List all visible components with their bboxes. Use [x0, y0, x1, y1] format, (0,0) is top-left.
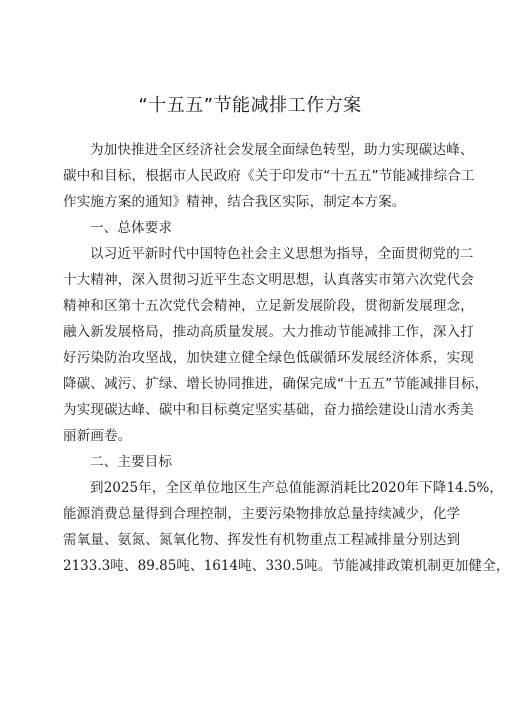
- nox-reduction-value: 1614: [203, 558, 239, 574]
- intro-line-2: 碳中和目标，根据市人民政府《关于印发市“十五五”节能减排综合工: [63, 168, 475, 184]
- section-2-line-4: [63, 553, 510, 579]
- section-2-line-1-part-1: 到: [90, 480, 104, 496]
- section-2-line-1-part-3: 年下降: [405, 480, 447, 496]
- cod-reduction-value: 2133.3: [63, 558, 111, 574]
- section-1-line-1: 以习近平新时代中国特色社会主义思想为指导，全面贯彻党的二: [90, 246, 474, 262]
- section-1-paragraph: [63, 241, 489, 449]
- ammonia-unit: 吨、: [176, 558, 204, 574]
- document-title: “十五五”节能减排工作方案: [138, 95, 362, 116]
- nox-unit: 吨、: [238, 558, 266, 574]
- cod-unit: 吨、: [110, 558, 138, 574]
- target-year: 2025: [103, 480, 139, 496]
- intro-paragraph: [63, 137, 475, 215]
- section-2-line-3: 需氧量、氨氮、氮氧化物、挥发性有机物重点工程减排量分别达到: [63, 532, 461, 548]
- section-1-line-3: 精神和区第十五次党代会精神，立足新发展阶段，贯彻新发展理念，: [63, 298, 474, 314]
- intro-line-3: 作实施方案的通知》精神，结合我区实际，制定本方案。: [63, 194, 406, 210]
- section-2-line-2: 能源消费总量得到合理控制，主要污染物排放总量持续减少，化学: [63, 506, 461, 522]
- section-1-heading: 一、总体要求: [90, 220, 173, 236]
- section-1-line-4: 融入新发展格局，推动高质量发展。大力推动节能减排工作，深入打: [63, 324, 474, 340]
- section-1-line-7: 为实现碳达峰、碳中和目标奠定坚实基础，奋力描绘建设山清水秀美: [63, 402, 474, 418]
- base-year: 2020: [370, 480, 406, 496]
- ammonia-reduction-value: 89.85: [137, 558, 177, 574]
- section-1-line-6: 降碳、减污、扩绿、增长协同推进，确保完成“十五五”节能减排目标，: [63, 376, 489, 392]
- intro-line-1: 为加快推进全区经济社会发展全面绿色转型，助力实现碳达峰、: [90, 142, 474, 158]
- reduction-percent: 14.5%: [446, 480, 490, 496]
- document-body: [63, 137, 510, 579]
- section-2-paragraph: [63, 475, 510, 579]
- section-2-line-1-part-2: 年，全区单位地区生产总值能源消耗比: [138, 480, 371, 496]
- section-2-line-4-tail: 吨。节能减排政策机制更加健全，: [304, 558, 510, 574]
- voc-reduction-value: 330.5: [265, 558, 305, 574]
- section-2-line-1: [63, 475, 504, 501]
- section-2-heading: 二、主要目标: [90, 454, 173, 470]
- section-1-line-2: 十大精神，深入贯彻习近平生态文明思想，认真落实市第六次党代会: [63, 272, 474, 288]
- section-1-line-5: 好污染防治攻坚战，加快建立健全绿色低碳循环发展经济体系，实现: [63, 350, 474, 366]
- section-1-line-8: 丽新画卷。: [63, 428, 132, 444]
- section-2-line-1-part-4: ，: [489, 480, 504, 496]
